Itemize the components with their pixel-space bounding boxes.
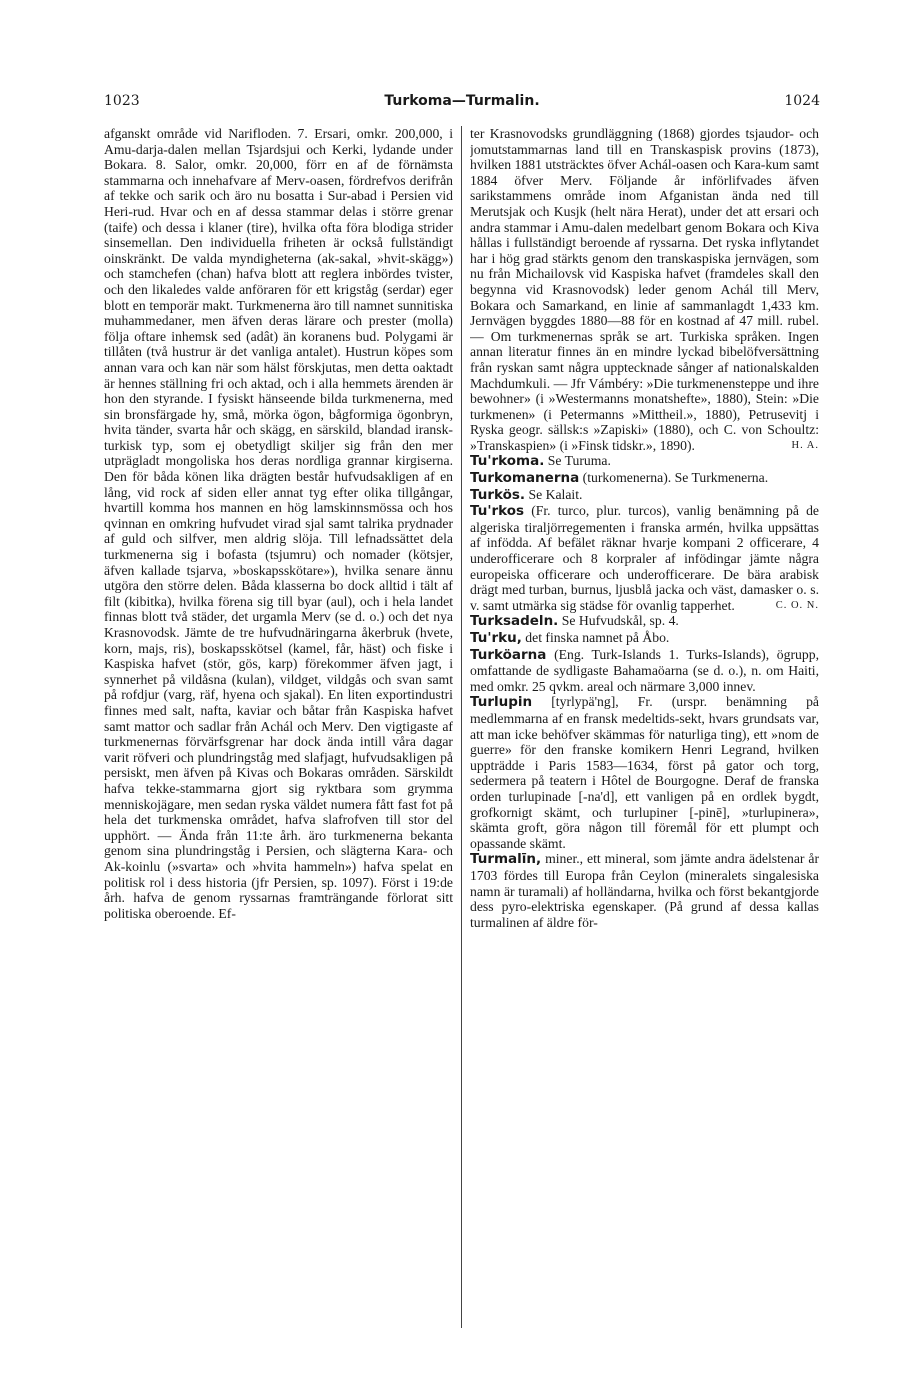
running-title: Turkoma—Turmalin.	[384, 93, 540, 109]
headword: Turmalīn,	[470, 851, 542, 868]
entry-text: det finska namnet på Åbo.	[525, 630, 670, 645]
continuation-text: ter Krasnovodsks grundläggning (1868) gjordes tsjaudor- och jomutstammarnas land till en Transkaspisk provins (1873), hvilken 1881 utsträcktes öfver Achál-oasen och Kara-kum samt 1884 öfver Merv. Följande år införlifvades äfven sarikstammens område inom Afganistan ända ned till Merutsjak och Kusjk (helt nära Herat), under det att ersari och andra stammar i Amu-dalen medelbart genom Bokara och Kiva hållas i fullständigt beroende af ryssarna. Det ryska inflytandet har i hög grad stärkts genom den transkaspiska jernvägen, som nu från Michailovsk vid Kaspiska hafvet (framdeles skall den begynna vid Krasnovodsk) leder genom Achál till Merv, Bokara och Samarkand, en linie af sammanlagdt 1,433 km. Jernvägen byggdes 1880—88 för en kostnad af 47 mill. rubel. — Om turkmenernas språk se art. Turkiska språken. Ingen annan literatur finnes än en mindre lyckad bibelöfversättning från ryskan samt några upptecknade sånger af nationalskalden Machdumkuli. — Jfr Vámbéry: »Die turkmenensteppe und ihre bewohner» (i »Westermanns monatshefte», 1880), Stein: »Die turkmenen» (i Petermanns »Mittheil.», 1880), Petrusevitj i Ryska geogr. sällsk:s »Zapiski» (1880), och C. von Schoultz: »Transkaspien» (i »Finsk tidskr.», 1890).	[470, 126, 819, 453]
column-divider	[461, 126, 462, 1328]
headword: Turksadeln.	[470, 613, 559, 630]
page-number-left: 1023	[104, 93, 140, 109]
entry-turkoma	[470, 453, 819, 470]
headword: Turlupin	[470, 694, 533, 711]
entry-turlupin	[470, 694, 819, 851]
running-header	[104, 93, 820, 115]
continuation-signature: H. A.	[791, 439, 819, 451]
right-column	[470, 126, 819, 1332]
entry-text: Se Kalait.	[528, 486, 583, 502]
entry-turku	[470, 630, 819, 647]
entry-text: Se Hufvudskål, sp. 4.	[561, 613, 679, 629]
entry-turkomanerna	[470, 470, 819, 487]
entry-text: miner., ett mineral, som jämte andra ädelstenar år 1703 fördes till Europa från Ceylon (mineralets singalesiska namn är turamali) af holländarna, hvilka och först bekantgjorde dess pyro-elektriska egenskaper. (På grund af dessa kallas turmalinen af äldre för-	[470, 851, 819, 930]
entry-turksadeln	[470, 613, 819, 630]
headword: Tu'rku,	[470, 630, 522, 646]
headword: Turkös.	[470, 486, 526, 503]
entry-turkoarna	[470, 647, 819, 695]
headword: Tu'rkos	[470, 503, 525, 520]
entry-continuation	[470, 126, 819, 453]
headword: Turköarna	[470, 646, 547, 663]
left-column	[104, 126, 453, 1332]
entry-text: (turkomenerna). Se Turkmenerna.	[582, 470, 769, 486]
entry-turkos-stone	[470, 487, 819, 504]
entry-turmalin	[470, 851, 819, 930]
headword: Turkomanerna	[470, 470, 580, 487]
entry-text: (Fr. turco, plur. turcos), vanlig benämning på de algeriska tiraljörregementen i franska armén, hvilka uppsättas af infödda. Af befälet räknar hvarje kompani 2 officerare, 4 underofficerare och 8 korpraler af infödingar jämte några europeiska officerare och underofficerare. De bära arabisk drägt med turban, burnus, ljusblå jacka och väst, damasker o. s. v. samt utmärka sig städse för ovanlig tapperhet.	[470, 503, 819, 613]
entry-text: [tyrlypä'ng], Fr. (urspr. benämning på medlemmarna af en fransk medeltids-sekt, hvars grundsats var, att man icke behöfver skämmas för naturliga ting), ett »nom de guerre» för den franske komikern Henri Legrand, hvilken uppträdde i Paris 1583—1634, först på gator och torg, sedermera på teatern i Hôtel de Bourgogne. Deraf de franska orden turlupinade [-na'd], ett vanligen på en ordlek bygdt, grofkornigt skämt, och turlupiner [-pinē], »turlupinera», skämta groft, göra någon till föremål för ett plumpt och opassande skämt.	[470, 694, 819, 851]
headword: Tu'rkoma.	[470, 453, 545, 470]
entry-text: Se Turuma.	[547, 453, 611, 469]
entry-turkos	[470, 503, 819, 613]
entry-signature: C. O. N.	[775, 599, 819, 611]
left-column-text: afganskt område vid Narifloden. 7. Ersari, omkr. 200,000, i Amu-darja-dalen mellan Tsjardsjui och Kerki, lydande under Bokara. 8. Salor, omkr. 20,000, förr en af de förnämsta stammarna och innehafvare af Merv-oasen, fördrefvos derifrån af tekke och sarik och äro nu bosatta i Sur-abad i Persien vid Heri-rud. Hvar och en af dessa stammar delas i större grenar (taife) och dessa i klaner (tire), hvilka ofta föra blodiga strider sinsemellan. Den individuella friheten är också fullständigt oinskränkt. De valda myndigheterna (ak-sakal, »hvit-skägg») och stamchefen (chan) hafva blott att reglera inbördes tvister, och den likaledes valde anföraren för ett krigståg (serdar) eger blott en temporär makt. Turkmenerna äro till namnet sunnitiska muhammedaner, men äfven deras lärare och prester (molla) följa oftare inhemsk sed (adât) än koranens bud. Polygami är tillåten (två hustrur är det vanliga antalet). Hustrun köpes som annan vara och kan när som hälst förskjutas, men detta oaktadt är hennes ställning fri och aktad, och i alla hemmets ärenden är hon den styrande. I fysiskt hänseende bilda turkmenerna, med sin bronsfärgade hy, små, mörka ögon, bågformiga ögonbryn, hvita tänder, svarta hår och skägg, en särskild, blandad iransk-turkisk typ, som ej obetydligt skiljer sig från den mer utprägladt mongoliska hos deras nordliga grannar kirgiserna. Den för båda könen lika drägten består hufvudsakligen af en lång, vid rock af siden eller annat tyg efter olika tillgångar, hvartill komma hos mannen en hög lamskinnsmössa och hos qvinnan en omkring hufvudet virad sjal samt talrika prydnader af guld och silfver, men aldrig slöja. Till lefnadssättet dela turkmenerna sig i bofasta (tsjumru) och nomader (kötsjer, äfven kallade tsjarva, »boskapsskötare»), hvilka senare ännu utgöra den större delen. Båda klasserna bo dock alltid i tält af filt (kibitka), hvilka förena sig till byar (aul), och i hela landet finnas blott två städer, det urgamla Merv (se d. o.) och det nya Krasnovodsk. Jämte de tre hufvudnäringarna åkerbruk (hvete, korn, majs, ris), boskapsskötsel (kamel, får, häst) och fiske i Kaspiska hafvet (stör, gös, karp) förekommer äfven jagt, i synnerhet på vildåsna (kulan), vildget, vildgås och svan samt på rofdjur (varg, räf, hyena och sjakal). En liten exportindustri finnes med salt, nafta, kaviar och båtar från Kaspiska hafvet samt mattor och sadlar från Achál och Merv. Den vigtigaste af turkmenernas förvärfsgrenar har dock ända intill våra dagar varit röfveri och plundringståg med slafjagt, hufvudsakligen på persiskt, men äfven på Kivas och Bokaras områden. Särskildt hafva tekke-stammarna gjort sig ryktbara som grymma menniskojägare, men sedan ryska väldet numera fått fast fot på hela det turkmenska området, hafva slafrofven till stor del upphört. — Ända från 11:te årh. äro turkmenerna bekanta genom sina plundringståg i Persien, och slägterna Kara- och Ak-koinlu (»svarta» och »hvita hammeln») hafva spelat en politisk rol i dess historia (jfr Persien, sp. 1097). Först i 19:de årh. hafva de genom ryssarnas framträngande förlorat sitt politiska oberoende. Ef-	[104, 126, 453, 921]
page-number-right: 1024	[784, 93, 820, 109]
entry-text: (Eng. Turk-Islands 1. Turks-Islands), ögrupp, omfattande de sydligaste Bahamaöarna (se d. o.), n. om Haiti, med omkr. 25 qvkm. areal och närmare 3,000 innev.	[470, 646, 819, 694]
